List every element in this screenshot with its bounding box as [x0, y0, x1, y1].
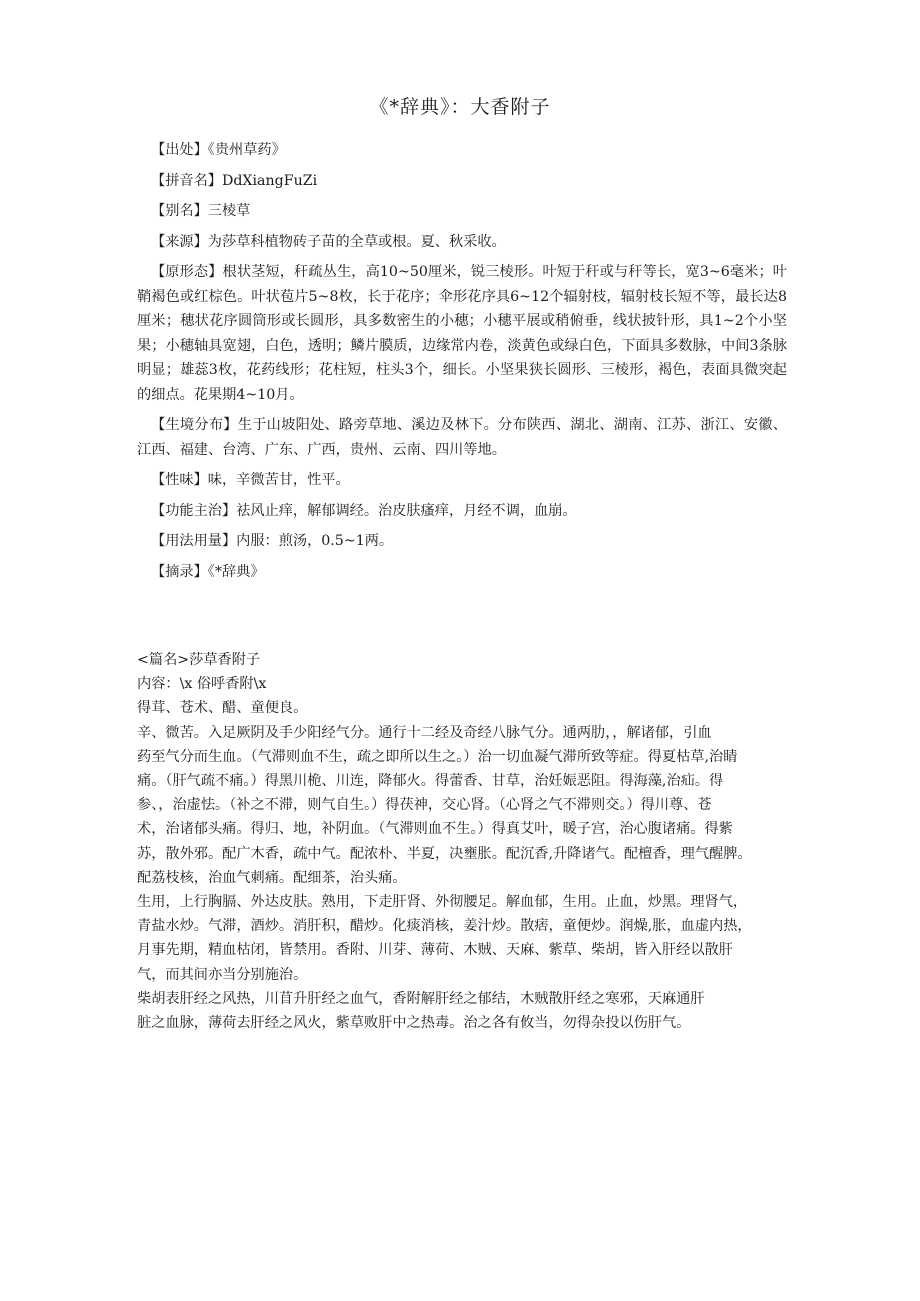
entry-text: 根状茎短，秆疏丛生，高10~50厘米，锐三棱形。叶短于秆或与秆等长，宽3~6毫米；叶鞘褐色或红棕色。叶状苞片5~8枚，长于花序；伞形花序具6~12个辐射枝，辐射枝长短不等，最长达8厘米；穗状花序圆筒形或长圆形，具多数密生的小穗；小穗平展或稍俯垂，线状披针形，具1~2个小坚果；小穗轴具宽翅，白色，透明；鳞片膜质，边缘常内卷，淡黄色或绿白色，下面具多数脉，中间3条脉明显；雄蕊3枚，花药线形；花柱短，柱头3个，细长。小坚果狭长圆形、三棱形，褐色，表面具微突起的细点。花果期4~10月。 — [137, 264, 787, 403]
article-line: 参、，治虚怯。（补之不滞，则气自生。）得茯神，交心肾。（心肾之气不滞则交。）得川尊、苍 — [137, 797, 712, 814]
entry-label: 【原形态】 — [151, 264, 223, 280]
dictionary-entries — [137, 138, 787, 590]
entry-text: 生于山坡阳处、路旁草地、溪边及林下。分布陕西、湖北、湖南、江苏、浙江、安徽、江西、福建、台湾、广东、广西，贵州、云南、四川等地。 — [137, 417, 787, 458]
entry-alias — [137, 199, 787, 224]
entry-label: 【生境分布】 — [151, 417, 238, 433]
entry-function — [137, 499, 787, 524]
entry-label: 【出处】 — [151, 142, 208, 158]
article-line: 痛。（肝气疏不痛。）得黑川桅、川连，降郁火。得蕾香、甘草，治妊娠恶阻。得海藻,治疝。得 — [137, 773, 724, 790]
article-section — [137, 648, 787, 1035]
entry-label: 【拼音名】 — [151, 172, 222, 189]
entry-text: 为莎草科植物砖子苗的全草或根。夏、秋采收。 — [207, 233, 506, 250]
article-line: 得茸、苍术、醋、童便良。 — [137, 700, 308, 717]
entry-origin — [137, 230, 787, 255]
entry-taste — [137, 468, 787, 493]
article-heading: <篇名>莎草香附子 — [137, 652, 261, 668]
entry-text: 内服：煎汤，0.5~1两。 — [236, 533, 394, 549]
article-line: 生用，上行胸膈、外达皮肤。熟用，下走肝肾、外彻腰足。解血郁，生用。止血，炒黑。理肾气， — [137, 894, 748, 911]
article-line: 气，而其间亦当分别施治。 — [137, 966, 308, 983]
entry-label: 【来源】 — [151, 233, 208, 250]
article-line: 青盐水炒。气滞，酒炒。消肝积，醋炒。化痰消核，姜汁炒。散痞，童便炒。润燥,胀，血虚内热， — [137, 918, 752, 935]
entry-source — [137, 138, 787, 163]
entry-label: 【别名】 — [151, 203, 208, 219]
entry-text: 《*辞典》 — [207, 563, 265, 580]
entry-text: 祛风止痒，解郁调经。治皮肤瘙痒，月经不调，血崩。 — [236, 502, 577, 519]
entry-morphology — [137, 260, 787, 407]
article-line: 柴胡表肝经之风热，川苜升肝经之血气，香附解肝经之郁结，木贼散肝经之寒邪，天麻通肝 — [137, 990, 705, 1007]
entry-label: 【功能主治】 — [151, 502, 237, 519]
entry-label: 【用法用量】 — [151, 533, 237, 549]
article-line: 月事先期，精血枯闭，皆禁用。香附、川芽、薄荷、木贼、天麻、紫草、柴胡，皆入肝经以散肝 — [137, 942, 733, 959]
article-line: 内容：\x 俗呼香附\x — [137, 676, 267, 693]
entry-label: 【性味】 — [151, 472, 208, 488]
entry-label: 【摘录】 — [151, 563, 208, 580]
article-line: 术，治诸郁头痛。得归、地，补阴血。（气滞则血不生。）得真艾叶，暖子宫，治心腹诸痛。得紫 — [137, 821, 733, 838]
entry-excerpt — [137, 560, 787, 585]
entry-text: 味，辛微苦甘，性平。 — [207, 472, 350, 488]
article-line: 苏，散外邪。配广木香，疏中气。配浓朴、半夏，决壅胀。配沉香,升降诸气。配檀香，理气醒脾。 — [137, 845, 752, 862]
entry-dosage — [137, 529, 787, 554]
entry-text: 三棱草 — [207, 203, 251, 219]
article-line: 药至气分而生血。（气滞则血不生，疏之即所以生之。）治一切血凝气滞所致等症。得夏枯草,治睛 — [137, 748, 738, 765]
article-line: 配荔枝核，治血气刺痛。配细茶，治头痛。 — [137, 869, 407, 886]
article-line: 脏之血脉，薄荷去肝经之风火，紫草败肝中之热毒。治之各有攸当，勿得杂投以伤肝气。 — [137, 1015, 691, 1032]
entry-pinyin — [137, 169, 787, 194]
entry-text: DdXiangFuZi — [221, 172, 318, 189]
page-title: 《*辞典》：大香附子 — [369, 96, 551, 118]
entry-text: 《贵州草药》 — [207, 142, 286, 158]
entry-habitat — [137, 413, 787, 462]
article-line: 辛、微苦。入足厥阴及手少阳经气分。通行十二经及奇经八脉气分。通两肋，，解诸郁，引血 — [137, 724, 712, 741]
